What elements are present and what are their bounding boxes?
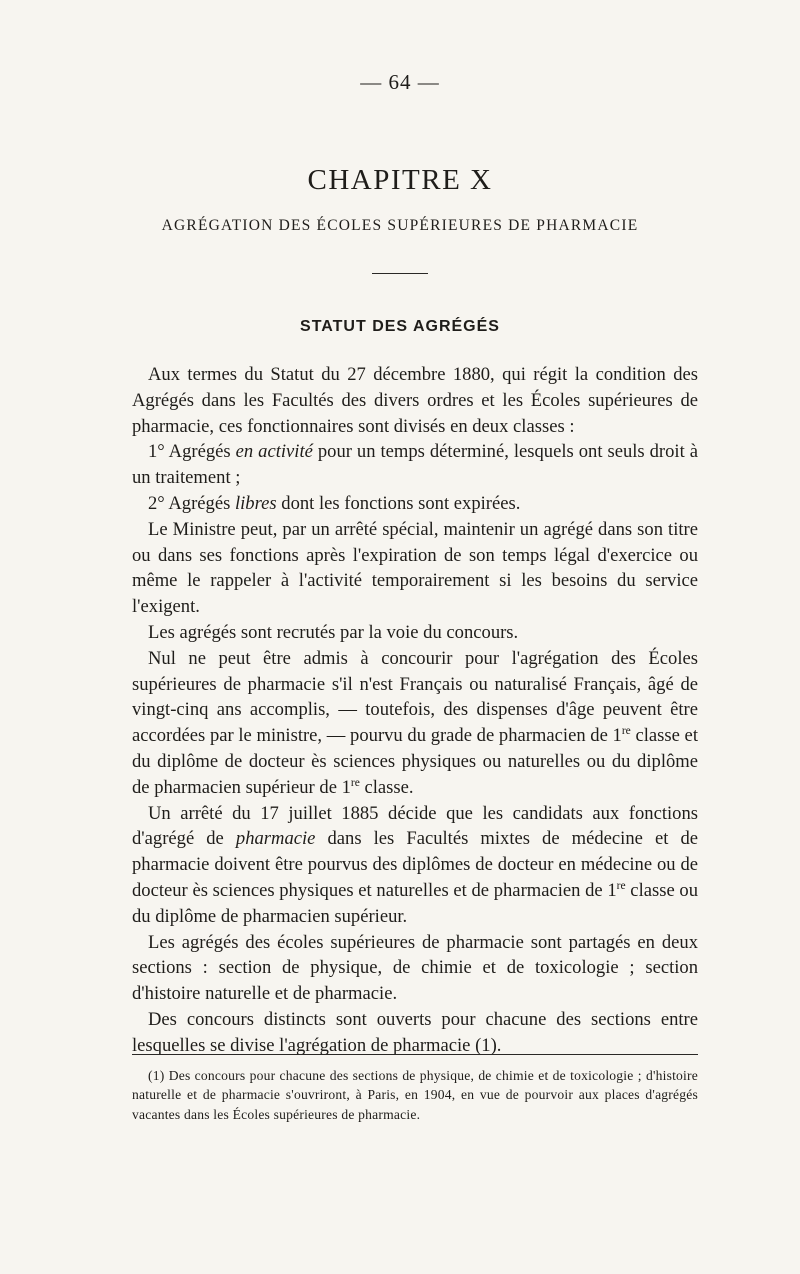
paragraph-2 (132, 439, 698, 491)
paragraph-7 (132, 801, 698, 930)
paragraph-5: Les agrégés sont recrutés par la voie du concours. (148, 621, 519, 643)
paragraph-3-prefix: 2° Agrégés (148, 492, 235, 514)
paragraph-6-part1: Nul ne peut être admis à concourir pour l'agrégation des Écoles supérieures de pharmacie s'il n'est Français ou naturalisé Français, âgé de vingt-cinq ans accomplis, — toutefois, des dispenses d'âge peuvent être accordées par le ministre, — pourvu du grade de pharmacien de 1 (132, 647, 698, 747)
footnote (132, 1066, 698, 1124)
paragraph-2-prefix: 1° Agrégés (148, 441, 236, 463)
paragraph-2-suffix: pour un temps déterminé, lesquels ont seuls droit à un traitement ; (132, 441, 698, 489)
page-number: — 64 — (360, 70, 440, 94)
paragraph-7-part2: dans les Facultés mixtes de médecine et de pharmacie doivent être pourvus des diplômes de docteur en médecine ou de docteur ès sciences physiques et naturelles et de pharmacien de 1 (132, 828, 698, 901)
paragraph-2-emphasis: en activité (235, 441, 313, 463)
section-title: STATUT DES AGRÉGÉS (300, 318, 500, 335)
title-divider (372, 273, 428, 274)
paragraph-6-part2: classe et du diplôme de docteur ès sciences physiques ou naturelles ou du diplôme de pharmacien supérieur de 1 (132, 725, 698, 798)
paragraph-7-sup: re (616, 880, 626, 893)
body-text (132, 362, 698, 1059)
paragraph-8: Les agrégés des écoles supérieures de pharmacie sont partagés en deux sections : section de physique, de chimie et de toxicologie ; section d'histoire naturelle et de pharmacie. (132, 931, 698, 1005)
paragraph-9: Des concours distincts sont ouverts pour chacune des sections entre lesquelles se divise l'agrégation de pharmacie (1). (132, 1008, 698, 1056)
chapter-title: CHAPITRE X (307, 164, 493, 196)
paragraph-1: Aux termes du Statut du 27 décembre 1880, qui régit la condition des Agrégés dans les Facultés des divers ordres et les Écoles supérieures de pharmacie, ces fonctionnaires sont divisés en deux classes : (132, 364, 698, 437)
paragraph-7-emphasis: pharmacie (235, 828, 316, 850)
paragraph-7-part3: classe ou du diplôme de pharmacien supérieur. (132, 879, 698, 927)
chapter-subtitle: AGRÉGATION DES ÉCOLES SUPÉRIEURES DE PHARMACIE (161, 217, 639, 234)
paragraph-6-sup2: re (350, 776, 360, 789)
paragraph-3-suffix: dont les fonctions sont expirées. (276, 492, 521, 514)
footnote-text: (1) Des concours pour chacune des sections de physique, de chimie et de toxicologie ; d'histoire naturelle et de pharmacie s'ouvriront, à Paris, en 1904, en vue de pourvoir aux places d'agrégés vacantes dans les Écoles supérieures de pharmacie. (132, 1068, 698, 1122)
paragraph-3 (132, 491, 698, 517)
paragraph-4: Le Ministre peut, par un arrêté spécial, maintenir un agrégé dans son titre ou dans ses fonctions après l'expiration de son temps légal d'exercice ou même le rappeler à l'activité temporairement si les besoins du service l'exigent. (132, 518, 698, 618)
paragraph-3-emphasis: libres (234, 492, 277, 514)
paragraph-6-part3: classe. (359, 776, 414, 798)
paragraph-6 (132, 646, 698, 801)
paragraph-6-sup1: re (621, 725, 631, 738)
footnote-divider (132, 1054, 698, 1055)
paragraph-7-part1: Un arrêté du 17 juillet 1885 décide que les candidats aux fonctions d'agrégé de (132, 802, 698, 850)
